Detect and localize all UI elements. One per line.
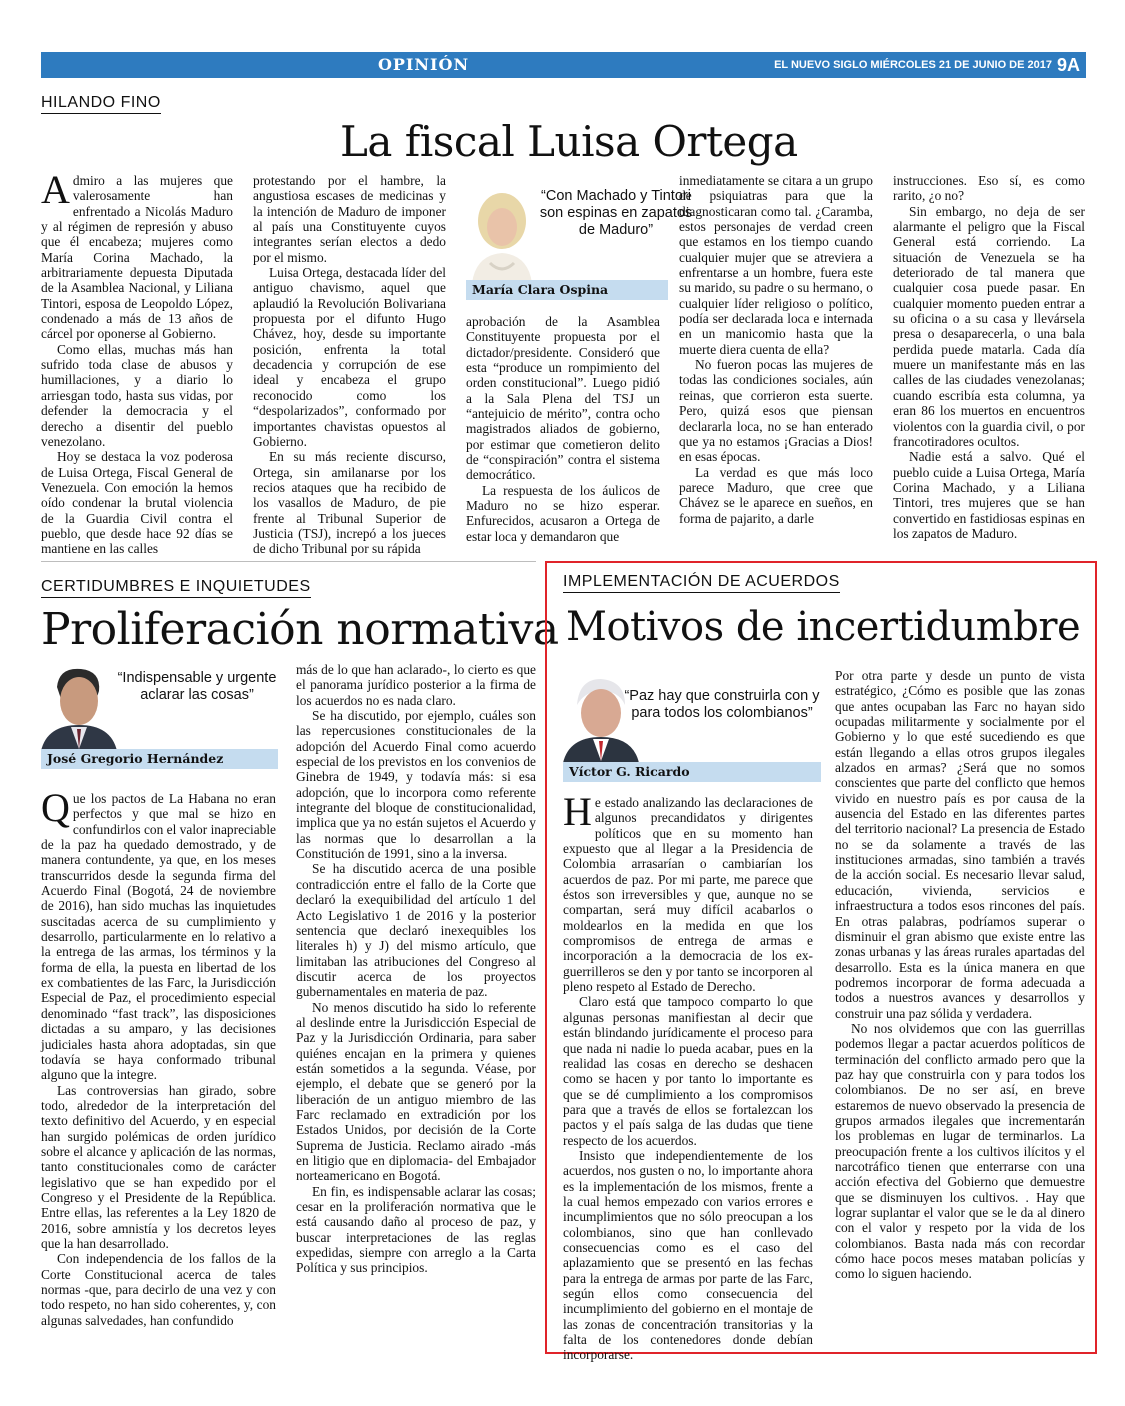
paragraph: Las controversias han girado, sobre todo, alrededor de la interpretación del texto definitivo del Acuerdo, y en especial han surgido polémicas de orden jurídico sobre el alcance y aplicación de las normas, tanto constitucionales como de carácter legislativo que se han expedido por el Congreso y el Presidente de la República. Entre ellas, las referentes a la Ley 1820 de 2016, sobre amnistía y los decretos leyes que la han desarrollado.	[41, 1082, 276, 1251]
article3-pull-quote: “Paz hay que construirla con y para todos los colombianos”	[624, 688, 820, 721]
paragraph: dmiro a las mujeres que valerosamente han enfrentado a Nicolás Maduro y al régimen de represión y abuso que él encabeza; mujeres como María Corina Machado, la arbitrariamente depuesta Diputada de la Asamblea Nacional, y Liliana Tintori, esposa de Leopoldo López, condenado a más de 13 años de cárcel por oponerse al Gobierno.	[41, 173, 233, 342]
paragraph: Claro está que tampoco comparto lo que algunas personas manifiestan al decir que están blindando jurídicamente el proceso para que nada ni nadie lo pueda acabar, pues en la realidad las cosas en derecho se deshacen como se hacen y por tanto lo importante es que se dé cumplimiento a los compromisos para que a través de ellos se fortalezcan los pactos y el país salga de las dudas que tiene respecto de los acuerdos.	[563, 994, 813, 1148]
article2-kicker: CERTIDUMBRES E INQUIETUDES	[41, 578, 311, 598]
paragraph: ue los pactos de La Habana no eran perfectos y que mal se hizo en confundirlos con el valor inapreciable de la paz ha quedado demostrado, y de manera contundente, ya que, en los meses transcurridos desde la segunda firma del Acuerdo Final (Bogotá, 24 de noviembre de 2016), han sido muchas las inquietudes suscitadas acerca de su cumplimiento y desarrollo, particularmente en lo relativo a la entrega de las armas, los términos y la forma de ella, la puesta en libertad de los ex combatientes de las Farc, la Jurisdicción Especial de Paz, el procedimiento especial denominado “fast track”, las disposiciones dictadas a su amparo, y las decisiones judiciales hasta ahora adoptadas, sin que todavía se haya conformado tribunal alguno que la integre.	[41, 791, 276, 1083]
paragraph: Nadie está a salvo. Qué el pueblo cuide a Luisa Ortega, María Corina Machado, y a Liliana Tintori, tres mujeres que se han convertido en fastidiosas espinas en los zapatos de Maduro.	[893, 449, 1085, 541]
article1-column-2	[253, 173, 446, 557]
article3-column-2	[835, 668, 1085, 1348]
article1-dropcap: A	[41, 167, 70, 212]
article3-kicker: IMPLEMENTACIÓN DE ACUERDOS	[563, 573, 840, 593]
article2-title: Proliferación normativa	[41, 604, 559, 655]
author-photo-hernandez	[41, 663, 117, 751]
paragraph: aprobación de la Asamblea Constituyente propuesta por el dictador/presidente. Consideró que esta “produce un rompimiento del orden constitucional”. Luego pidió a la Sala Plena del TSJ un “antejuicio de mérito”, contra ocho magistrados aliados de gobierno, por estimar que cometieron delito de “conspiración” contra el sistema democrático.	[466, 314, 660, 483]
paragraph: Se ha discutido acerca de una posible contradicción entre el fallo de la Corte que declaró la exequibilidad del artículo 1 del Acto Legislativo 1 de 2016 y la posterior sentencia que declaró inexequibles los literales h) y J) del mismo artículo, que limitaban las atribuciones del Congreso al discutir acerca de los proyectos gubernamentales en materia de paz.	[296, 861, 536, 1000]
article2-author: José Gregorio Hernández	[41, 749, 278, 769]
portrait-icon	[466, 183, 538, 283]
paragraph: Se ha discutido, por ejemplo, cuáles son las repercusiones constitucionales de la adopción del Acuerdo Final como acuerdo especial de los previstos en los convenios de Ginebra de 1949, y todavía más: si esa adopción, que lo incorpora como referente integrante del bloque de constitucionalidad, implica que ya no están sujetos el Acuerdo y las normas que lo desarrollan a la Constitución de 1991, sino a la inversa.	[296, 708, 536, 862]
paragraph: Como ellas, muchas más han sufrido toda clase de abusos y humillaciones, y a diario lo arriesgan todo, hasta sus vidas, por defender la democracia y el derecho a disentir del pueblo venezolano.	[41, 341, 233, 449]
article1-column-5	[893, 173, 1085, 551]
paragraph: Sin embargo, no deja de ser alarmante el peligro que la Fiscal General está corriendo. La situación de Venezuela se ha deteriorado de tal manera que cualquier cosa puede pasar. En cualquier momento pueden entrar a su oficina o a su casa y llevársela presa o desaparecerla, o una bala perdida puede matarla. Cada día muere un manifestante más en las calles de las ciudades venezolanas; cuando escribía esta columna, ya eran 86 los muertos en encuentros violentos con la guardia civil, o por francotiradores ocultos.	[893, 203, 1085, 449]
section-name: OPINIÓN	[377, 55, 470, 74]
paragraph: Insisto que independientemente de los acuerdos, nos gusten o no, lo importante ahora es la implementación de los mismos, frente a la cual hemos empezado con varios errores e incumplimientos que no sólo preocupan a los colombianos, sino que han conllevado consecuencias como es el caso del aplazamiento que se presentó en las fechas para la entrega de armas por parte de las Farc, según ellos como consecuencia del incumplimiento del gobierno en el montaje de las zonas de concentración transitorias y la falta de los contenedores donde debían incorporarse.	[563, 1147, 813, 1363]
paragraph: En su más reciente discurso, Ortega, sin amilanarse por los recios ataques que ha recibido de los vasallos de Maduro, de pie frente al Tribunal Superior de Justicia (TSJ), increpó a los jueces de dicho Tribunal por su rápida	[253, 449, 446, 557]
article2-column-2	[296, 662, 536, 1348]
article1-column-4	[679, 173, 873, 551]
paragraph: Hoy se destaca la voz poderosa de Luisa Ortega, Fiscal General de Venezuela. Con emoción la hemos oído condenar la brutal violencia de la Guardia Civil contra el pueblo, que desde hace 92 días se mantiene en las calles	[41, 449, 233, 557]
article3-title: Motivos de incertidumbre	[566, 604, 1081, 650]
paragraph: No menos discutido ha sido lo referente al deslinde entre la Jurisdicción Especial de Paz y la Jurisdicción Ordinaria, para saber quiénes encajan en la primera y quienes están sometidos a la segunda. Véase, por ejemplo, el debate que se generó por la liberación de un antiguo miembro de las Farc reclamado en extradición por los Estados Unidos, por decisión de la Corte Suprema de Justicia. Reclamo airado -más en litigio que en diplomacia- del Embajador norteamericano en Bogotá.	[296, 999, 536, 1184]
paragraph: Luisa Ortega, destacada líder del antiguo chavismo, aquel que aplaudió la Revolución Bolivariana propuesta por el difunto Hugo Chávez, hoy, desde su importante posición, enfrenta la total decadencia y corrupción de ese ideal y encabeza el grupo reconocido como los “despolarizados”, conformado por importantes chavistas opuestos al Gobierno.	[253, 265, 446, 449]
paragraph: más de lo que han aclarado-, lo cierto es que el panorama jurídico posterior a la firma de los acuerdos no es nada claro.	[296, 662, 536, 708]
article2-pull-quote: “Indispensable y urgente aclarar las cosas”	[117, 670, 277, 703]
article3-dropcap: H	[563, 789, 592, 834]
publication-date: EL NUEVO SIGLO MIÉRCOLES 21 DE JUNIO DE 2017	[774, 59, 1052, 71]
article1-title: La fiscal Luisa Ortega	[340, 117, 798, 166]
portrait-icon	[41, 663, 117, 751]
paragraph: La verdad es que más loco parece Maduro, que cree que Chávez se le aparece en sueños, en forma de pajarito, a darle	[679, 464, 873, 526]
author-photo-ospina	[466, 183, 538, 283]
section-divider	[41, 561, 536, 562]
article2-column-1	[41, 785, 276, 1348]
paragraph: instrucciones. Eso sí, es como rarito, ¿o no?	[893, 173, 1085, 204]
article1-column-1	[41, 167, 233, 557]
article3-column-1	[563, 789, 813, 1363]
paragraph: protestando por el hambre, la angustiosa escases de medicinas y la intención de Maduro de imponer al país una Constituyente cuyos integrantes serían electos a dedo por el mismo.	[253, 173, 446, 265]
paragraph: Con independencia de los fallos de la Corte Constitucional acerca de tales normas -que, para decirlo de una vez y con todo respeto, no han sido coherentes, y, con algunas salvedades, han confundido	[41, 1251, 276, 1328]
page-number: 9A	[1056, 55, 1080, 75]
article1-author: María Clara Ospina	[466, 280, 668, 300]
article2-dropcap: Q	[41, 785, 70, 830]
paragraph: Por otra parte y desde un punto de vista estratégico, ¿Cómo es posible que las zonas que antes ocupaban las Farc no hayan sido ocupadas militarmente y socialmente por el Gobierno y lo que esté sucediendo es que están llegando a ellas otros grupos ilegales alzados en armas? ¿Será que no somos conscientes que parte del conflicto que hemos vivido en nuestro país es por causa de la ausencia del Estado en las diferentes partes del territorio nacional? La presencia de Estado no se da solamente a través de las instituciones armadas, sino también a través de la acción social. Es necesario llevar salud, educación, vivienda, servicios e infraestructura a todos esos rincones del país. En otras palabras, podríamos superar o disminuir el gran abismo que existe entre las zonas urbanas y las áreas rurales apartadas del desarrollo. Esta es la única manera en que podremos incorporar de forma adecuada a todos a nuestros avances y desarrollos y construir una paz sólida y verdadera.	[835, 668, 1085, 1021]
paragraph: No nos olvidemos que con las guerrillas podemos llegar a pactar acuerdos políticos de terminación del conflicto armado pero que la paz hay que construirla con y para todos los colombianos. De no ser así, en breve estaremos de nuevo observado la presencia de grupos armados ilegales que incrementarán los problemas en lugar de terminarlos. La preocupación frente a los cultivos ilícitos y el narcotráfico tienen que enterrarse con una acción efectiva del Gobierno que demuestre que se disminuyen los cultivos. . Hay que lograr suplantar el valor que se le da al dinero con el valor y respeto por la vida de los colombianos. Basta nada más con recordar cómo hace pocos meses mataban policías y como lo siguen haciendo.	[835, 1020, 1085, 1282]
paragraph: En fin, es indispensable aclarar las cosas; cesar en la proliferación normativa que le está causando daño al proceso de paz, y buscar interpretaciones de las reglas expedidas, siempre con arreglo a la Carta Política y sus principios.	[296, 1183, 536, 1276]
paragraph: La respuesta de los áulicos de Maduro no se hizo esperar. Enfurecidos, acusaron a Ortega de estar loca y demandaron que	[466, 482, 660, 544]
paragraph: e estado analizando las declaraciones de algunos precandidatos y dirigentes políticos que en su momento han expuesto que al llegar a la Presidencia de Colombia arrasarían o cambiarían los acuerdos de paz. Por mi parte, me parece que éstos son irreversibles y que, aunque no se compartan, será muy difícil acabarlos o moldearlos en la medida en que los compromisos de entrega de armas e incorporación a la democracia de los ex-guerrilleros se den y por tanto se incorporen al pleno respeto al Estado de Derecho.	[563, 795, 813, 995]
article3-author: Víctor G. Ricardo	[563, 762, 821, 782]
article1-pull-quote: “Con Machado y Tintori son espinas en zapatos de Maduro”	[539, 188, 693, 238]
article1-kicker: HILANDO FINO	[41, 94, 161, 114]
section-banner	[41, 52, 1086, 78]
paragraph: No fueron pocas las mujeres de todas las condiciones sociales, aún reinas, que corrieron esta suerte. Pero, quizá esos que piensan declararla loca, no se han enterado que ya no estamos ¡Gracias a Dios! en esas épocas.	[679, 357, 873, 465]
article1-column-3	[466, 314, 660, 552]
paragraph: inmediatamente se citara a un grupo de psiquiatras para que la diagnosticaran como tal. ¿Caramba, estos personajes de verdad creen que estamos en los tiempo cuando cualquier mujer que se atreviera a enfrentarse a un hombre, fuera este su marido, su padre o su hermano, o cualquier líder religioso o político, podía ser declarada loca e internada en un manicomio hasta que la muerte diera cuenta de ella?	[679, 173, 873, 357]
